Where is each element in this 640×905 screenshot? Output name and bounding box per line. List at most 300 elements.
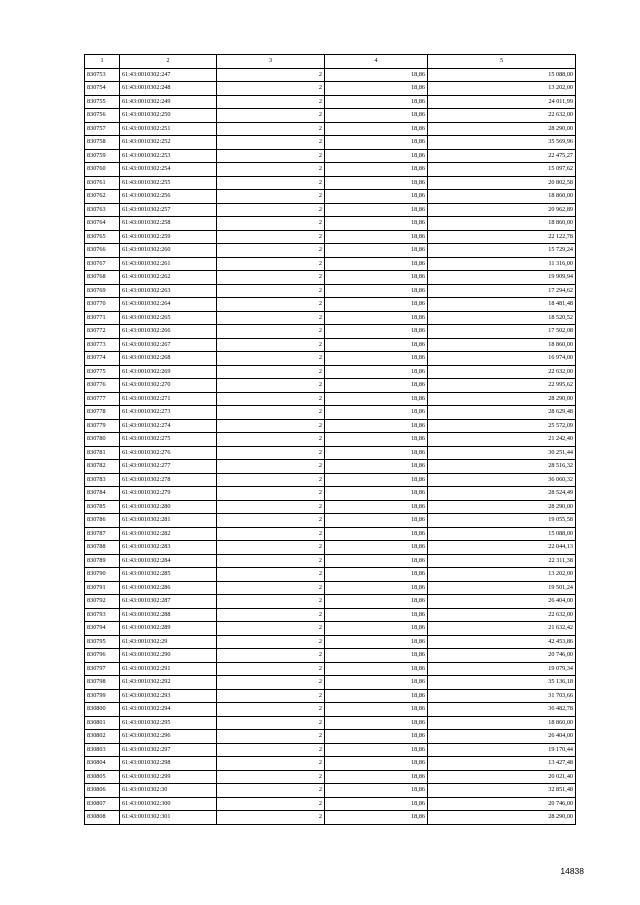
table-row	[85, 392, 576, 406]
column-3-cell: 2	[217, 473, 325, 487]
column-5-cell: 21 632,42	[428, 622, 576, 636]
column-3-cell: 2	[217, 82, 325, 96]
row-number-cell: 830798	[85, 676, 120, 690]
column-3-cell: 2	[217, 554, 325, 568]
column-3-cell: 2	[217, 608, 325, 622]
row-number-cell: 830796	[85, 649, 120, 663]
table-row	[85, 433, 576, 447]
row-number-cell: 830775	[85, 365, 120, 379]
row-number-cell: 830788	[85, 541, 120, 555]
row-number-cell: 830754	[85, 82, 120, 96]
row-number-cell: 830783	[85, 473, 120, 487]
column-3-cell: 2	[217, 298, 325, 312]
column-3-cell: 2	[217, 716, 325, 730]
column-4-cell: 18,86	[325, 176, 428, 190]
column-3-cell: 2	[217, 514, 325, 528]
column-3-cell: 2	[217, 203, 325, 217]
column-4-cell: 18,86	[325, 446, 428, 460]
table-row	[85, 689, 576, 703]
cadastral-number-cell: 61:43:0010302:257	[120, 203, 217, 217]
column-3-cell: 2	[217, 190, 325, 204]
table-row	[85, 487, 576, 501]
column-4-cell: 18,86	[325, 325, 428, 339]
column-5-cell: 32 851,48	[428, 784, 576, 798]
table-row	[85, 136, 576, 150]
column-4-cell: 18,86	[325, 554, 428, 568]
cadastral-number-cell: 61:43:0010302:250	[120, 109, 217, 123]
column-3-cell: 2	[217, 176, 325, 190]
table-row	[85, 649, 576, 663]
cadastral-number-cell: 61:43:0010302:286	[120, 581, 217, 595]
column-4-cell: 18,86	[325, 392, 428, 406]
column-3-cell: 2	[217, 784, 325, 798]
table-row	[85, 676, 576, 690]
table-row	[85, 784, 576, 798]
column-5-cell: 36 482,78	[428, 703, 576, 717]
column-5-cell: 20 746,00	[428, 797, 576, 811]
table-row	[85, 622, 576, 636]
column-header-2: 2	[120, 55, 217, 69]
row-number-cell: 830806	[85, 784, 120, 798]
row-number-cell: 830761	[85, 176, 120, 190]
column-3-cell: 2	[217, 595, 325, 609]
column-5-cell: 35 136,18	[428, 676, 576, 690]
column-5-cell: 13 202,00	[428, 568, 576, 582]
row-number-cell: 830770	[85, 298, 120, 312]
table-body	[85, 68, 576, 824]
row-number-cell: 830765	[85, 230, 120, 244]
cadastral-number-cell: 61:43:0010302:299	[120, 770, 217, 784]
column-4-cell: 18,86	[325, 257, 428, 271]
column-4-cell: 18,86	[325, 433, 428, 447]
column-5-cell: 20 802,58	[428, 176, 576, 190]
cadastral-number-cell: 61:43:0010302:277	[120, 460, 217, 474]
row-number-cell: 830808	[85, 811, 120, 825]
table-row	[85, 662, 576, 676]
row-number-cell: 830778	[85, 406, 120, 420]
column-5-cell: 15 729,24	[428, 244, 576, 258]
column-5-cell: 16 974,00	[428, 352, 576, 366]
column-3-cell: 2	[217, 365, 325, 379]
column-4-cell: 18,86	[325, 82, 428, 96]
row-number-cell: 830758	[85, 136, 120, 150]
column-4-cell: 18,86	[325, 419, 428, 433]
column-3-cell: 2	[217, 581, 325, 595]
column-3-cell: 2	[217, 109, 325, 123]
row-number-cell: 830797	[85, 662, 120, 676]
cadastral-number-cell: 61:43:0010302:301	[120, 811, 217, 825]
column-5-cell: 18 481,48	[428, 298, 576, 312]
column-5-cell: 15 097,62	[428, 163, 576, 177]
table-row	[85, 554, 576, 568]
column-header-5: 5	[428, 55, 576, 69]
row-number-cell: 830800	[85, 703, 120, 717]
cadastral-number-cell: 61:43:0010302:264	[120, 298, 217, 312]
table-row	[85, 716, 576, 730]
cadastral-number-cell: 61:43:0010302:298	[120, 757, 217, 771]
table-row	[85, 608, 576, 622]
table-row	[85, 163, 576, 177]
cadastral-number-cell: 61:43:0010302:289	[120, 622, 217, 636]
row-number-cell: 830793	[85, 608, 120, 622]
cadastral-number-cell: 61:43:0010302:266	[120, 325, 217, 339]
column-5-cell: 20 746,00	[428, 649, 576, 663]
column-4-cell: 18,86	[325, 473, 428, 487]
column-3-cell: 2	[217, 622, 325, 636]
cadastral-number-cell: 61:43:0010302:278	[120, 473, 217, 487]
row-number-cell: 830779	[85, 419, 120, 433]
column-4-cell: 18,86	[325, 797, 428, 811]
row-number-cell: 830789	[85, 554, 120, 568]
column-5-cell: 18 860,00	[428, 190, 576, 204]
cadastral-number-cell: 61:43:0010302:271	[120, 392, 217, 406]
cadastral-number-cell: 61:43:0010302:29	[120, 635, 217, 649]
table-row	[85, 635, 576, 649]
row-number-cell: 830781	[85, 446, 120, 460]
column-5-cell: 18 520,52	[428, 311, 576, 325]
table-row	[85, 95, 576, 109]
cadastral-number-cell: 61:43:0010302:263	[120, 284, 217, 298]
row-number-cell: 830766	[85, 244, 120, 258]
row-number-cell: 830773	[85, 338, 120, 352]
table-row	[85, 176, 576, 190]
column-4-cell: 18,86	[325, 662, 428, 676]
column-4-cell: 18,86	[325, 136, 428, 150]
column-3-cell: 2	[217, 757, 325, 771]
column-5-cell: 20 962,89	[428, 203, 576, 217]
column-4-cell: 18,86	[325, 149, 428, 163]
cadastral-number-cell: 61:43:0010302:259	[120, 230, 217, 244]
column-4-cell: 18,86	[325, 541, 428, 555]
cadastral-number-cell: 61:43:0010302:276	[120, 446, 217, 460]
row-number-cell: 830794	[85, 622, 120, 636]
table-row	[85, 770, 576, 784]
column-5-cell: 28 629,48	[428, 406, 576, 420]
row-number-cell: 830802	[85, 730, 120, 744]
table-row	[85, 514, 576, 528]
table-row	[85, 352, 576, 366]
column-3-cell: 2	[217, 271, 325, 285]
cadastral-number-cell: 61:43:0010302:261	[120, 257, 217, 271]
column-4-cell: 18,86	[325, 163, 428, 177]
row-number-cell: 830807	[85, 797, 120, 811]
column-5-cell: 13 202,00	[428, 82, 576, 96]
column-4-cell: 18,86	[325, 406, 428, 420]
column-5-cell: 22 995,62	[428, 379, 576, 393]
table-row	[85, 365, 576, 379]
column-4-cell: 18,86	[325, 500, 428, 514]
table-row	[85, 811, 576, 825]
row-number-cell: 830787	[85, 527, 120, 541]
column-4-cell: 18,86	[325, 743, 428, 757]
column-4-cell: 18,86	[325, 230, 428, 244]
cadastral-number-cell: 61:43:0010302:275	[120, 433, 217, 447]
column-4-cell: 18,86	[325, 689, 428, 703]
cadastral-number-cell: 61:43:0010302:258	[120, 217, 217, 231]
column-5-cell: 15 088,00	[428, 527, 576, 541]
table-row	[85, 595, 576, 609]
column-5-cell: 28 290,00	[428, 122, 576, 136]
cadastral-number-cell: 61:43:0010302:255	[120, 176, 217, 190]
column-5-cell: 19 501,24	[428, 581, 576, 595]
column-5-cell: 18 860,00	[428, 716, 576, 730]
column-4-cell: 18,86	[325, 298, 428, 312]
row-number-cell: 830801	[85, 716, 120, 730]
page-number: 14838	[560, 866, 584, 876]
column-5-cell: 17 294,62	[428, 284, 576, 298]
cadastral-number-cell: 61:43:0010302:265	[120, 311, 217, 325]
table-row	[85, 797, 576, 811]
column-4-cell: 18,86	[325, 338, 428, 352]
cadastral-number-cell: 61:43:0010302:291	[120, 662, 217, 676]
table-row	[85, 379, 576, 393]
column-3-cell: 2	[217, 284, 325, 298]
row-number-cell: 830768	[85, 271, 120, 285]
column-3-cell: 2	[217, 338, 325, 352]
row-number-cell: 830782	[85, 460, 120, 474]
column-4-cell: 18,86	[325, 595, 428, 609]
cadastral-number-cell: 61:43:0010302:254	[120, 163, 217, 177]
table-row	[85, 284, 576, 298]
column-4-cell: 18,86	[325, 284, 428, 298]
column-5-cell: 28 290,00	[428, 500, 576, 514]
column-3-cell: 2	[217, 406, 325, 420]
cadastral-number-cell: 61:43:0010302:287	[120, 595, 217, 609]
column-4-cell: 18,86	[325, 379, 428, 393]
row-number-cell: 830756	[85, 109, 120, 123]
column-header-4: 4	[325, 55, 428, 69]
column-5-cell: 19 909,94	[428, 271, 576, 285]
column-3-cell: 2	[217, 419, 325, 433]
row-number-cell: 830776	[85, 379, 120, 393]
row-number-cell: 830803	[85, 743, 120, 757]
row-number-cell: 830763	[85, 203, 120, 217]
column-5-cell: 22 044,13	[428, 541, 576, 555]
table-row	[85, 338, 576, 352]
column-3-cell: 2	[217, 500, 325, 514]
column-5-cell: 31 703,66	[428, 689, 576, 703]
column-4-cell: 18,86	[325, 622, 428, 636]
row-number-cell: 830753	[85, 68, 120, 82]
table-row	[85, 271, 576, 285]
cadastral-number-cell: 61:43:0010302:30	[120, 784, 217, 798]
column-3-cell: 2	[217, 68, 325, 82]
row-number-cell: 830760	[85, 163, 120, 177]
cadastral-number-cell: 61:43:0010302:282	[120, 527, 217, 541]
column-5-cell: 18 860,00	[428, 338, 576, 352]
column-3-cell: 2	[217, 122, 325, 136]
row-number-cell: 830769	[85, 284, 120, 298]
table-row	[85, 217, 576, 231]
row-number-cell: 830784	[85, 487, 120, 501]
cadastral-number-cell: 61:43:0010302:279	[120, 487, 217, 501]
row-number-cell: 830771	[85, 311, 120, 325]
row-number-cell: 830790	[85, 568, 120, 582]
column-3-cell: 2	[217, 487, 325, 501]
cadastral-number-cell: 61:43:0010302:284	[120, 554, 217, 568]
column-5-cell: 13 427,48	[428, 757, 576, 771]
column-3-cell: 2	[217, 95, 325, 109]
table-row	[85, 743, 576, 757]
column-4-cell: 18,86	[325, 527, 428, 541]
row-number-cell: 830795	[85, 635, 120, 649]
column-3-cell: 2	[217, 689, 325, 703]
column-5-cell: 25 572,09	[428, 419, 576, 433]
table-row	[85, 581, 576, 595]
column-5-cell: 20 021,40	[428, 770, 576, 784]
column-5-cell: 22 632,00	[428, 109, 576, 123]
cadastral-number-cell: 61:43:0010302:270	[120, 379, 217, 393]
column-3-cell: 2	[217, 379, 325, 393]
cadastral-number-cell: 61:43:0010302:252	[120, 136, 217, 150]
cadastral-number-cell: 61:43:0010302:273	[120, 406, 217, 420]
cadastral-number-cell: 61:43:0010302:260	[120, 244, 217, 258]
column-3-cell: 2	[217, 257, 325, 271]
column-4-cell: 18,86	[325, 122, 428, 136]
column-5-cell: 19 170,44	[428, 743, 576, 757]
table-row	[85, 203, 576, 217]
cadastral-number-cell: 61:43:0010302:294	[120, 703, 217, 717]
table-row	[85, 68, 576, 82]
column-3-cell: 2	[217, 797, 325, 811]
row-number-cell: 830791	[85, 581, 120, 595]
column-5-cell: 28 290,00	[428, 392, 576, 406]
row-number-cell: 830772	[85, 325, 120, 339]
table-row	[85, 257, 576, 271]
column-5-cell: 36 060,32	[428, 473, 576, 487]
column-4-cell: 18,86	[325, 676, 428, 690]
column-3-cell: 2	[217, 149, 325, 163]
cadastral-number-cell: 61:43:0010302:251	[120, 122, 217, 136]
column-4-cell: 18,86	[325, 635, 428, 649]
row-number-cell: 830786	[85, 514, 120, 528]
column-3-cell: 2	[217, 433, 325, 447]
column-4-cell: 18,86	[325, 703, 428, 717]
column-3-cell: 2	[217, 635, 325, 649]
column-5-cell: 28 524,49	[428, 487, 576, 501]
cadastral-number-cell: 61:43:0010302:274	[120, 419, 217, 433]
column-5-cell: 21 242,40	[428, 433, 576, 447]
row-number-cell: 830780	[85, 433, 120, 447]
cadastral-number-cell: 61:43:0010302:285	[120, 568, 217, 582]
column-3-cell: 2	[217, 311, 325, 325]
column-4-cell: 18,86	[325, 716, 428, 730]
cadastral-number-cell: 61:43:0010302:281	[120, 514, 217, 528]
column-3-cell: 2	[217, 136, 325, 150]
column-5-cell: 35 569,96	[428, 136, 576, 150]
row-number-cell: 830804	[85, 757, 120, 771]
cadastral-number-cell: 61:43:0010302:280	[120, 500, 217, 514]
column-3-cell: 2	[217, 649, 325, 663]
column-4-cell: 18,86	[325, 68, 428, 82]
table-row	[85, 568, 576, 582]
data-table	[84, 54, 576, 825]
column-5-cell: 18 860,00	[428, 217, 576, 231]
column-5-cell: 24 011,99	[428, 95, 576, 109]
column-5-cell: 26 404,00	[428, 595, 576, 609]
table-row	[85, 406, 576, 420]
column-4-cell: 18,86	[325, 784, 428, 798]
column-3-cell: 2	[217, 703, 325, 717]
column-5-cell: 26 404,00	[428, 730, 576, 744]
column-4-cell: 18,86	[325, 95, 428, 109]
table-row	[85, 703, 576, 717]
cadastral-number-cell: 61:43:0010302:288	[120, 608, 217, 622]
column-5-cell: 17 502,08	[428, 325, 576, 339]
column-5-cell: 22 632,00	[428, 365, 576, 379]
column-3-cell: 2	[217, 163, 325, 177]
column-3-cell: 2	[217, 446, 325, 460]
column-3-cell: 2	[217, 352, 325, 366]
column-5-cell: 11 316,00	[428, 257, 576, 271]
column-4-cell: 18,86	[325, 352, 428, 366]
cadastral-number-cell: 61:43:0010302:247	[120, 68, 217, 82]
cadastral-number-cell: 61:43:0010302:268	[120, 352, 217, 366]
column-3-cell: 2	[217, 770, 325, 784]
column-4-cell: 18,86	[325, 514, 428, 528]
table-row	[85, 190, 576, 204]
column-4-cell: 18,86	[325, 649, 428, 663]
table-row	[85, 122, 576, 136]
row-number-cell: 830762	[85, 190, 120, 204]
cadastral-number-cell: 61:43:0010302:297	[120, 743, 217, 757]
table-row	[85, 149, 576, 163]
column-3-cell: 2	[217, 230, 325, 244]
table-row	[85, 325, 576, 339]
table-row	[85, 244, 576, 258]
column-5-cell: 28 516,32	[428, 460, 576, 474]
table-row	[85, 298, 576, 312]
column-4-cell: 18,86	[325, 487, 428, 501]
cadastral-number-cell: 61:43:0010302:267	[120, 338, 217, 352]
table-row	[85, 109, 576, 123]
column-3-cell: 2	[217, 325, 325, 339]
column-4-cell: 18,86	[325, 109, 428, 123]
column-header-3: 3	[217, 55, 325, 69]
row-number-cell: 830774	[85, 352, 120, 366]
column-5-cell: 30 251,44	[428, 446, 576, 460]
row-number-cell: 830805	[85, 770, 120, 784]
column-3-cell: 2	[217, 568, 325, 582]
column-4-cell: 18,86	[325, 757, 428, 771]
column-4-cell: 18,86	[325, 244, 428, 258]
cadastral-number-cell: 61:43:0010302:262	[120, 271, 217, 285]
column-5-cell: 19 079,34	[428, 662, 576, 676]
column-3-cell: 2	[217, 662, 325, 676]
column-3-cell: 2	[217, 217, 325, 231]
column-5-cell: 22 122,78	[428, 230, 576, 244]
table-row	[85, 500, 576, 514]
column-3-cell: 2	[217, 541, 325, 555]
column-4-cell: 18,86	[325, 568, 428, 582]
column-4-cell: 18,86	[325, 311, 428, 325]
column-3-cell: 2	[217, 811, 325, 825]
column-4-cell: 18,86	[325, 460, 428, 474]
column-4-cell: 18,86	[325, 190, 428, 204]
table-row	[85, 757, 576, 771]
column-3-cell: 2	[217, 527, 325, 541]
column-4-cell: 18,86	[325, 271, 428, 285]
table-row	[85, 82, 576, 96]
table-row	[85, 527, 576, 541]
row-number-cell: 830757	[85, 122, 120, 136]
column-5-cell: 22 311,38	[428, 554, 576, 568]
cadastral-number-cell: 61:43:0010302:300	[120, 797, 217, 811]
column-3-cell: 2	[217, 743, 325, 757]
row-number-cell: 830777	[85, 392, 120, 406]
cadastral-number-cell: 61:43:0010302:248	[120, 82, 217, 96]
column-5-cell: 22 632,00	[428, 608, 576, 622]
